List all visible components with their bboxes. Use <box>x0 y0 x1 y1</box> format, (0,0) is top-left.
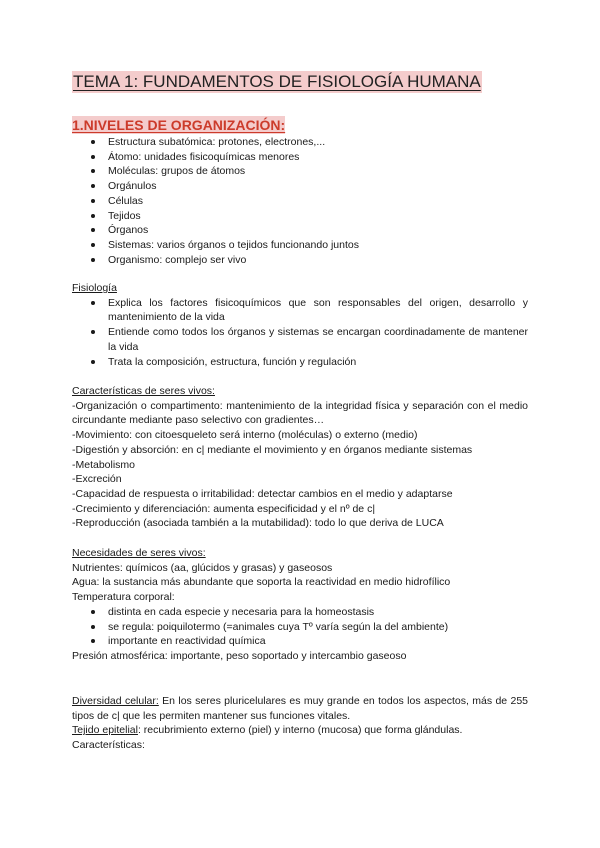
list-item: Sistemas: varios órganos o tejidos funcionando juntos <box>72 238 528 253</box>
list-item: se regula: poiquilotermo (=animales cuya Tº varía según la del ambiente) <box>72 620 528 635</box>
fisiologia-list <box>72 296 528 370</box>
diversidad-paragraph <box>72 694 528 723</box>
list-item: Tejidos <box>72 209 528 224</box>
caracteristica-line: -Digestión y absorción: en c| mediante el movimiento y en órganos mediante sistemas <box>72 443 473 456</box>
diversidad-label: Diversidad celular: <box>72 695 159 707</box>
caracteristicas-block <box>72 384 528 531</box>
necesidades-block <box>72 546 528 664</box>
temperatura-list <box>72 605 528 649</box>
list-item: Organismo: complejo ser vivo <box>72 253 528 268</box>
list-item: distinta en cada especie y necesaria para la homeostasis <box>72 605 528 620</box>
list-item: Explica los factores fisicoquímicos que son responsables del origen, desarrollo y mantenimiento de la vida <box>72 296 528 325</box>
niveles-list-block <box>72 135 528 267</box>
document-title: TEMA 1: FUNDAMENTOS DE FISIOLOGÍA HUMANA <box>73 72 481 91</box>
diversidad-block <box>72 694 528 753</box>
fisiologia-block <box>72 281 528 369</box>
caracteristica-line: -Crecimiento y diferenciación: aumenta especificidad y el nº de c| <box>72 502 376 515</box>
caracteristica-line: -Organización o compartimento: mantenimiento de la integridad física y separación con el medio circundante mediante paso selectivo con gradientes… <box>72 399 528 427</box>
caracteristica-line: -Excreción <box>72 473 122 486</box>
caracteristica-line: -Reproducción (asociada también a la mutabilidad): todo lo que deriva de LUCA <box>72 517 444 530</box>
caracteristicas-heading: Características de seres vivos: <box>72 385 215 397</box>
necesidad-line: Agua: la sustancia más abundante que soporta la reactividad en medio hidrofílico <box>72 576 451 589</box>
necesidad-line: Nutrientes: químicos (aa, glúcidos y grasas) y gaseosos <box>72 561 333 574</box>
list-item: Entiende como todos los órganos y sistemas se encargan coordinadamente de mantener la vida <box>72 325 528 354</box>
fisiologia-heading: Fisiología <box>72 282 117 294</box>
section-heading-niveles: 1.NIVELES DE ORGANIZACIÓN: <box>72 117 286 133</box>
caracteristica-line: -Capacidad de respuesta o irritabilidad: detectar cambios en el medio y adaptarse <box>72 487 453 500</box>
necesidad-line: Temperatura corporal: <box>72 591 175 604</box>
list-item: Órganos <box>72 223 528 238</box>
list-item: Moléculas: grupos de átomos <box>72 164 528 179</box>
necesidad-line: Presión atmosférica: importante, peso soportado y intercambio gaseoso <box>72 649 407 662</box>
diversidad-text: En los seres pluricelulares es muy grande en todos los aspectos, más de 255 tipos de c| que les permiten mantener sus funciones vitales. <box>72 695 528 722</box>
list-item: Células <box>72 194 528 209</box>
list-item: importante en reactividad química <box>72 634 528 649</box>
list-item: Estructura subatómica: protones, electrones,... <box>72 135 528 150</box>
list-item: Trata la composición, estructura, función y regulación <box>72 355 528 370</box>
tejido-paragraph <box>72 723 528 738</box>
tejido-text: : recubrimiento externo (piel) y interno (mucosa) que forma glándulas. <box>137 724 463 737</box>
tejido-caracteristicas: Características: <box>72 739 145 752</box>
caracteristica-line: -Metabolismo <box>72 458 136 471</box>
niveles-list <box>72 135 528 267</box>
necesidades-heading: Necesidades de seres vivos: <box>72 547 206 559</box>
tejido-label: Tejido epitelial <box>72 724 138 737</box>
list-item: Átomo: unidades fisicoquímicas menores <box>72 150 528 165</box>
caracteristica-line: -Movimiento: con citoesqueleto será interno (moléculas) o externo (medio) <box>72 429 418 442</box>
list-item: Orgánulos <box>72 179 528 194</box>
